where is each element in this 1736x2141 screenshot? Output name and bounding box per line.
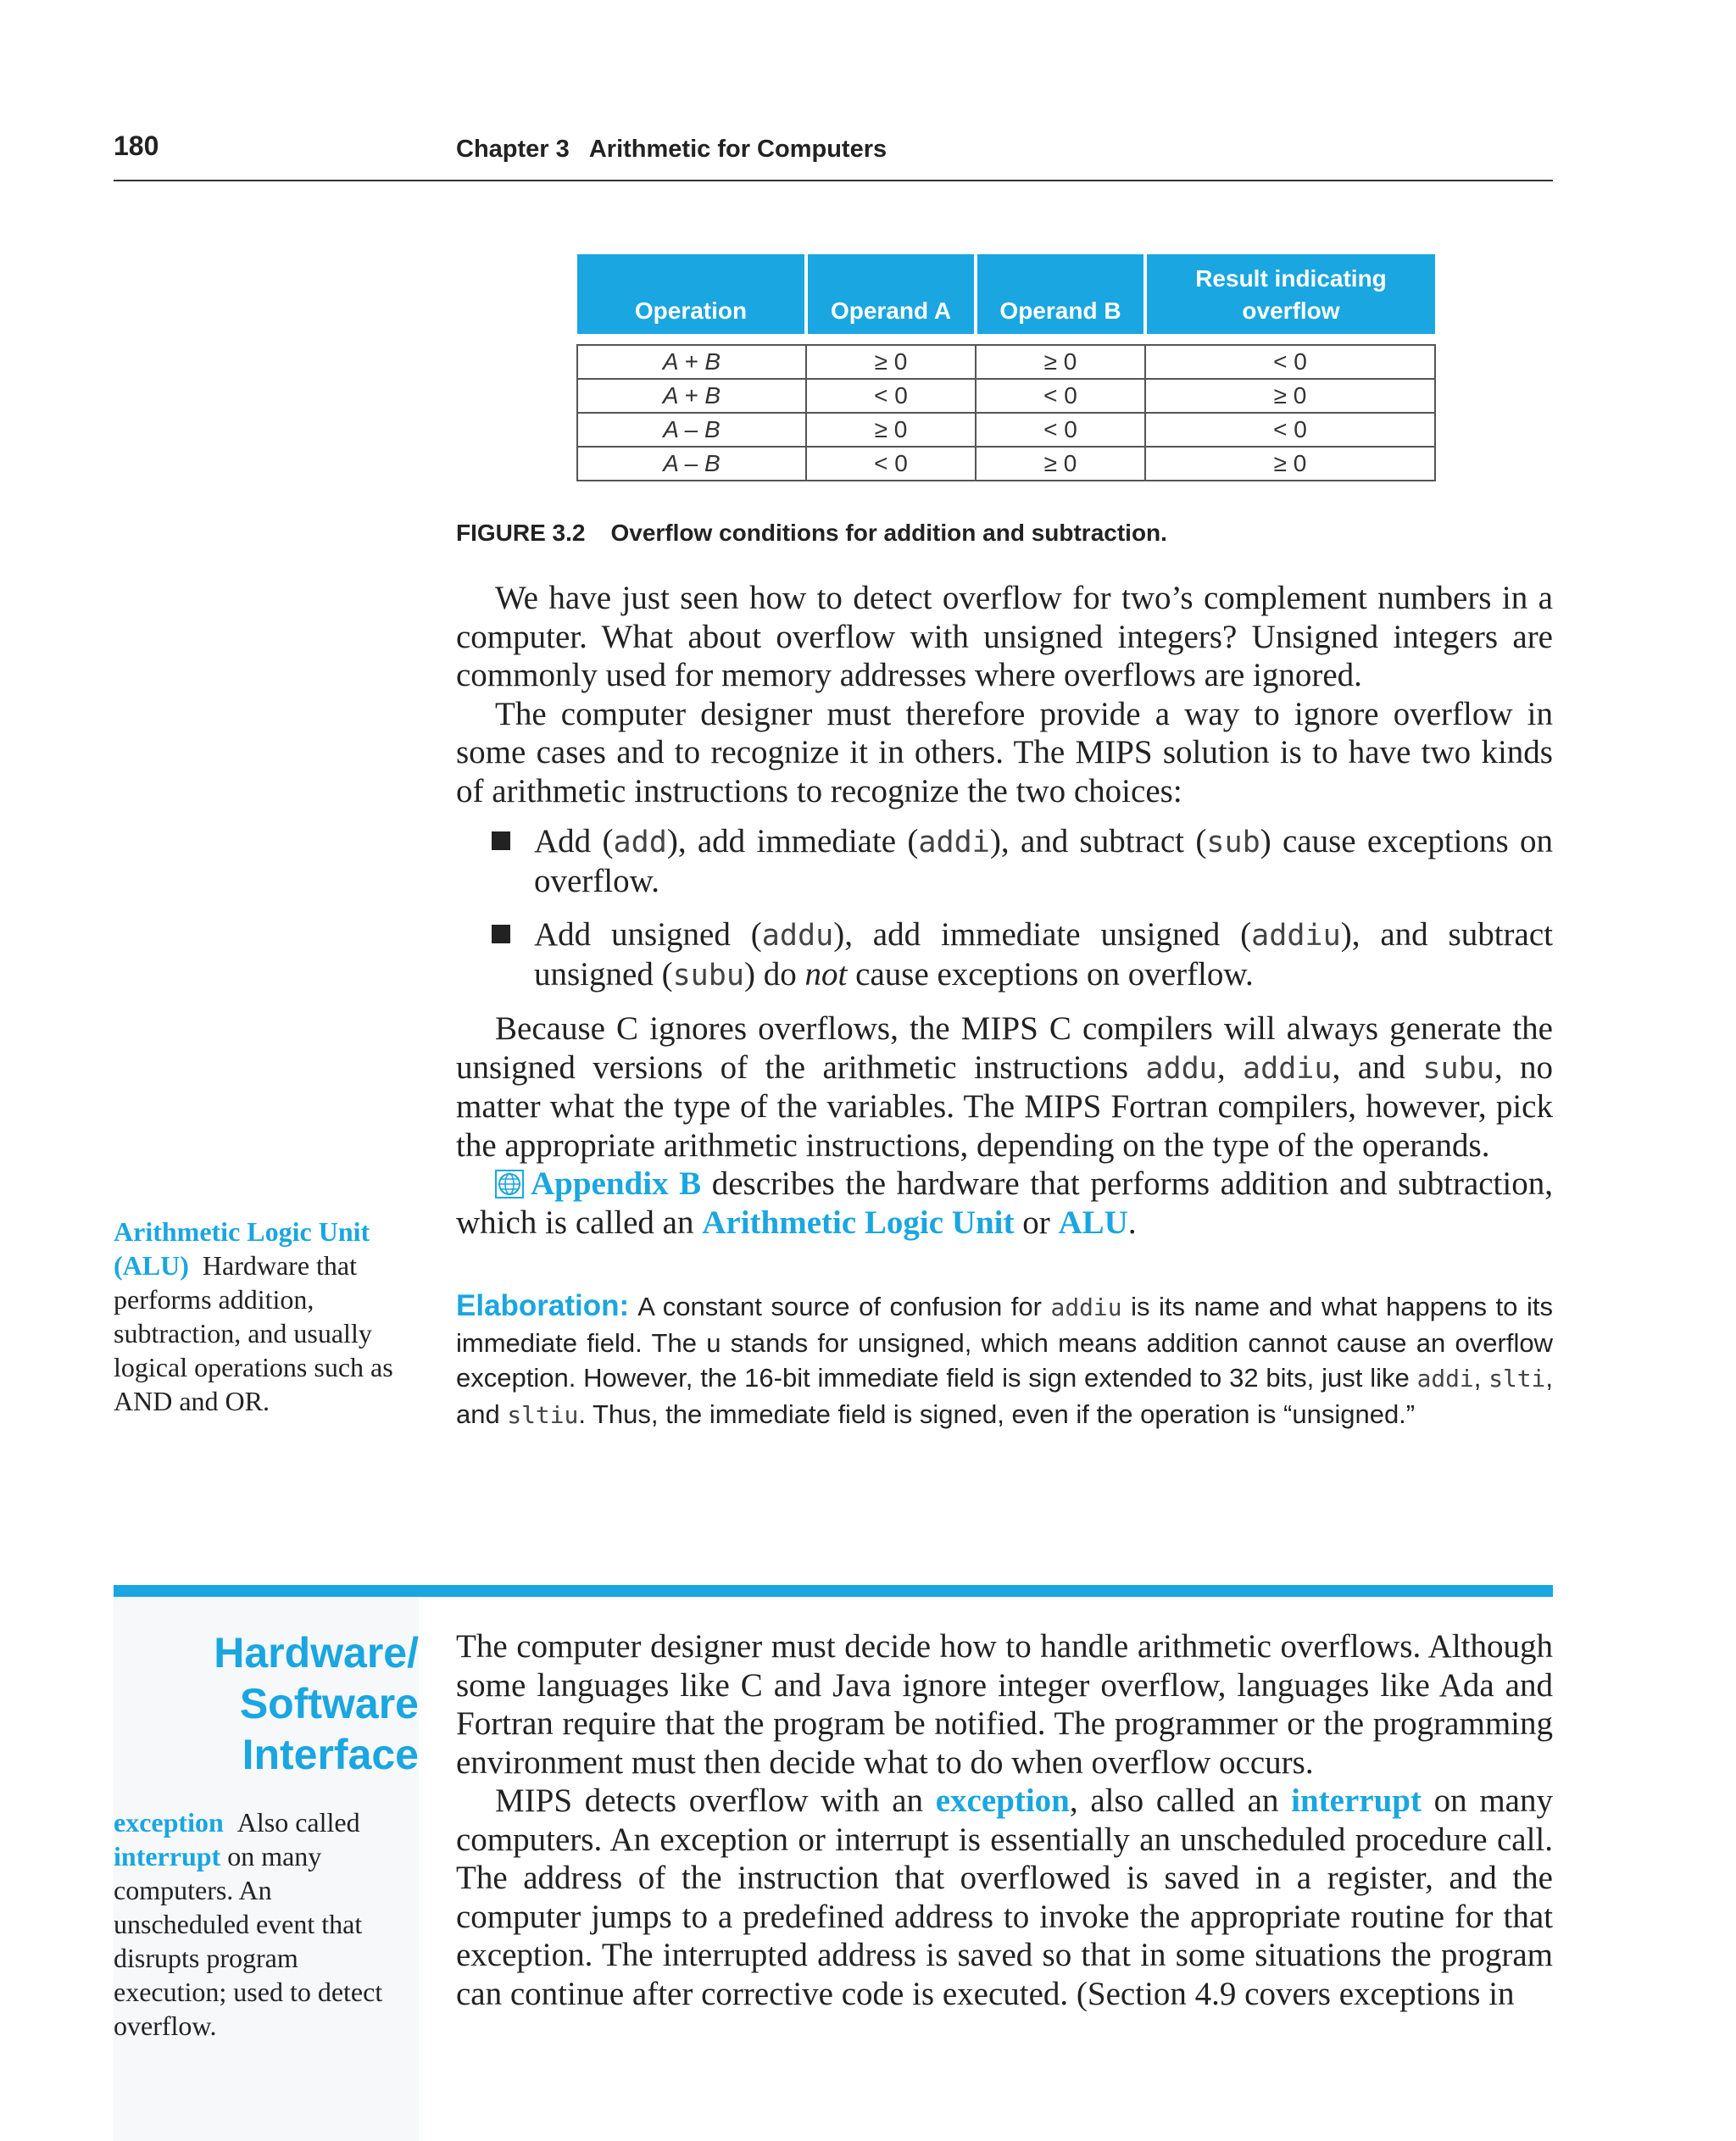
text-run: on many computers. An unscheduled event that disrupts program execution; used to detect overflow. (114, 1841, 383, 2041)
text-run: , and (1332, 1048, 1423, 1086)
paragraph: The computer designer must therefore provide a way to ignore overflow in some cases and to recognize it in others. The MIPS solution is to have two kinds of arithmetic instructions to recognize the two choices: (456, 695, 1553, 809)
bullet-list (456, 822, 1553, 994)
table-cell: < 0 (806, 379, 976, 413)
text-run: , (1216, 1048, 1243, 1086)
overflow-table (576, 254, 1436, 481)
table-row (577, 447, 1435, 481)
text-run: ), and subtract ( (989, 823, 1207, 859)
text-run: MIPS detects overflow with an (495, 1782, 936, 1819)
glossary-exception (114, 1805, 410, 2043)
paragraph: We have just seen how to detect overflow for two’s complement numbers in a computer. What about overflow with unsigned integers? Unsigned integers are commonly used for memory addresses where overflows are ignored. (456, 580, 1553, 693)
text-run: Because C ignores overflows, the MIPS C compilers will always generate the unsigned versions of the arithmetic instructions (456, 1010, 1553, 1086)
text-run: . (1127, 1204, 1137, 1241)
glossary-alu (114, 1215, 410, 1418)
code-run: addu (1145, 1050, 1217, 1086)
col-header-operation: Operation (577, 254, 806, 334)
text-run: ), and subtract unsigned ( (534, 916, 1553, 993)
elaboration-heading: Elaboration: (456, 1289, 630, 1322)
section-title-line: Hardware/ (214, 1629, 419, 1677)
col-header-operand-b: Operand B (976, 254, 1145, 334)
glossary-term: exception (114, 1807, 224, 1838)
table-cell: A + B (577, 379, 806, 413)
paragraph (456, 1782, 1553, 2013)
figure-caption (456, 520, 1167, 547)
section-title (114, 1627, 419, 1780)
table-row (577, 379, 1435, 413)
section-body (456, 1627, 1553, 2013)
section-rule (114, 1585, 1553, 1597)
text-run: , and (456, 1363, 1553, 1429)
text-run: Also called (236, 1807, 360, 1838)
interrupt-term: interrupt (1291, 1782, 1422, 1819)
list-item (534, 822, 1553, 900)
text-run: Add unsigned ( (534, 916, 762, 953)
figure-label: FIGURE 3.2 (456, 520, 586, 546)
text-run: ), add immediate unsigned ( (833, 916, 1252, 953)
table-cell: < 0 (806, 447, 976, 481)
table-cell: ≥ 0 (806, 345, 976, 379)
text-run: , no matter what the type of the variables. The MIPS Fortran compilers, however, pick the appropriate arithmetic instructions, depending on the type of the operands. (456, 1048, 1554, 1164)
table-cell: A + B (577, 345, 806, 379)
code-run: subu (1422, 1050, 1494, 1086)
section-title-line: Software (239, 1680, 419, 1727)
emphasis-run: not (804, 955, 848, 993)
running-head: Chapter 3 Arithmetic for Computers (456, 136, 887, 163)
code-run: sltiu (507, 1400, 579, 1429)
glossary-definition: Hardware that performs addition, subtraction, and usually logical operations such as AND and OR. (114, 1250, 393, 1416)
code-run: addi (1416, 1365, 1474, 1393)
text-run: or (1014, 1204, 1059, 1241)
table-cell: < 0 (976, 413, 1145, 447)
header-rule (114, 180, 1553, 181)
code-run: add (613, 825, 667, 859)
code-run: subu (672, 957, 745, 993)
code-run: sub (1206, 825, 1260, 859)
text-run: ), add immediate ( (666, 823, 919, 859)
table-cell: A – B (577, 413, 806, 447)
paragraph (456, 1165, 1553, 1242)
text-run: A constant source of confusion for (637, 1292, 1051, 1321)
code-run: addi (918, 825, 990, 859)
text-run: on many computers. An exception or interrupt is essentially an unscheduled procedure call. The address of the instruction that overflowed is saved in a register, and the computer jumps to a predefined address to invoke the appropriate routine for that exception. The interrupted address is saved so that in some situations the program can continue after corrective code is executed. (Section 4.9 covers exceptions in (456, 1782, 1553, 2012)
code-run: slti (1488, 1365, 1546, 1393)
alu-abbr: ALU (1058, 1204, 1128, 1241)
code-run: addiu (1251, 918, 1341, 953)
exception-term: exception (935, 1782, 1070, 1819)
code-run: addiu (1050, 1293, 1122, 1321)
paragraph: The computer designer must decide how to handle arithmetic overflows. Although some languages like C and Java ignore integer overflow, languages like Ada and Fortran require that the program be notified. The programmer or the programming environment must then decide what to do when overflow occurs. (456, 1628, 1553, 1781)
bullet-square-icon (492, 831, 510, 850)
code-run: addiu (1242, 1050, 1333, 1086)
table-cell: A – B (577, 447, 806, 481)
text-run: Add ( (534, 823, 614, 859)
paragraph (456, 1009, 1553, 1165)
table-cell: < 0 (976, 379, 1145, 413)
col-header-result (1145, 254, 1435, 334)
glossary-term: interrupt (114, 1841, 221, 1871)
table-cell: ≥ 0 (806, 413, 976, 447)
code-run: addu (761, 918, 834, 953)
text-run: describes the hardware that performs addition and subtraction, which is called an (456, 1165, 1553, 1241)
main-column (456, 579, 1553, 1242)
alu-term: Arithmetic Logic Unit (702, 1204, 1015, 1241)
col-header-operand-a: Operand A (806, 254, 976, 334)
list-item (534, 915, 1553, 994)
text-run: . Thus, the immediate field is signed, even if the operation is “unsigned.” (578, 1399, 1416, 1429)
globe-icon (495, 1170, 524, 1198)
table-cell: ≥ 0 (1145, 447, 1435, 481)
table-header-row (577, 254, 1435, 334)
text-run: , also called an (1069, 1782, 1292, 1819)
text-run: ) cause exceptions on overflow. (534, 823, 1553, 899)
appendix-b-link[interactable]: Appendix B (531, 1165, 702, 1202)
text-run: ) do (744, 955, 805, 993)
text-run: cause exceptions on overflow. (847, 955, 1254, 993)
page-number: 180 (114, 131, 159, 161)
elaboration (456, 1288, 1553, 1432)
section-title-line: Interface (242, 1731, 419, 1778)
table-cell: < 0 (1145, 345, 1435, 379)
text-run: is its name and what happens to its immediate field. The u stands for unsigned, which means addition cannot cause an overflow exception. However, the 16-bit immediate field is sign extended to 32 bits, just like (456, 1292, 1553, 1393)
table-cell: ≥ 0 (1145, 379, 1435, 413)
table-cell: ≥ 0 (976, 345, 1145, 379)
figure-caption-text: Overflow conditions for addition and subtraction. (610, 520, 1167, 546)
table-row (577, 345, 1435, 379)
table-cell: ≥ 0 (976, 447, 1145, 481)
table-cell: < 0 (1145, 413, 1435, 447)
table-row (577, 413, 1435, 447)
glossary-term: Arithmetic Logic Unit (ALU) (114, 1216, 370, 1281)
text-run: , (1473, 1363, 1489, 1393)
col-header-result-label: Result indicating overflow (1195, 265, 1387, 324)
bullet-square-icon (492, 925, 510, 943)
